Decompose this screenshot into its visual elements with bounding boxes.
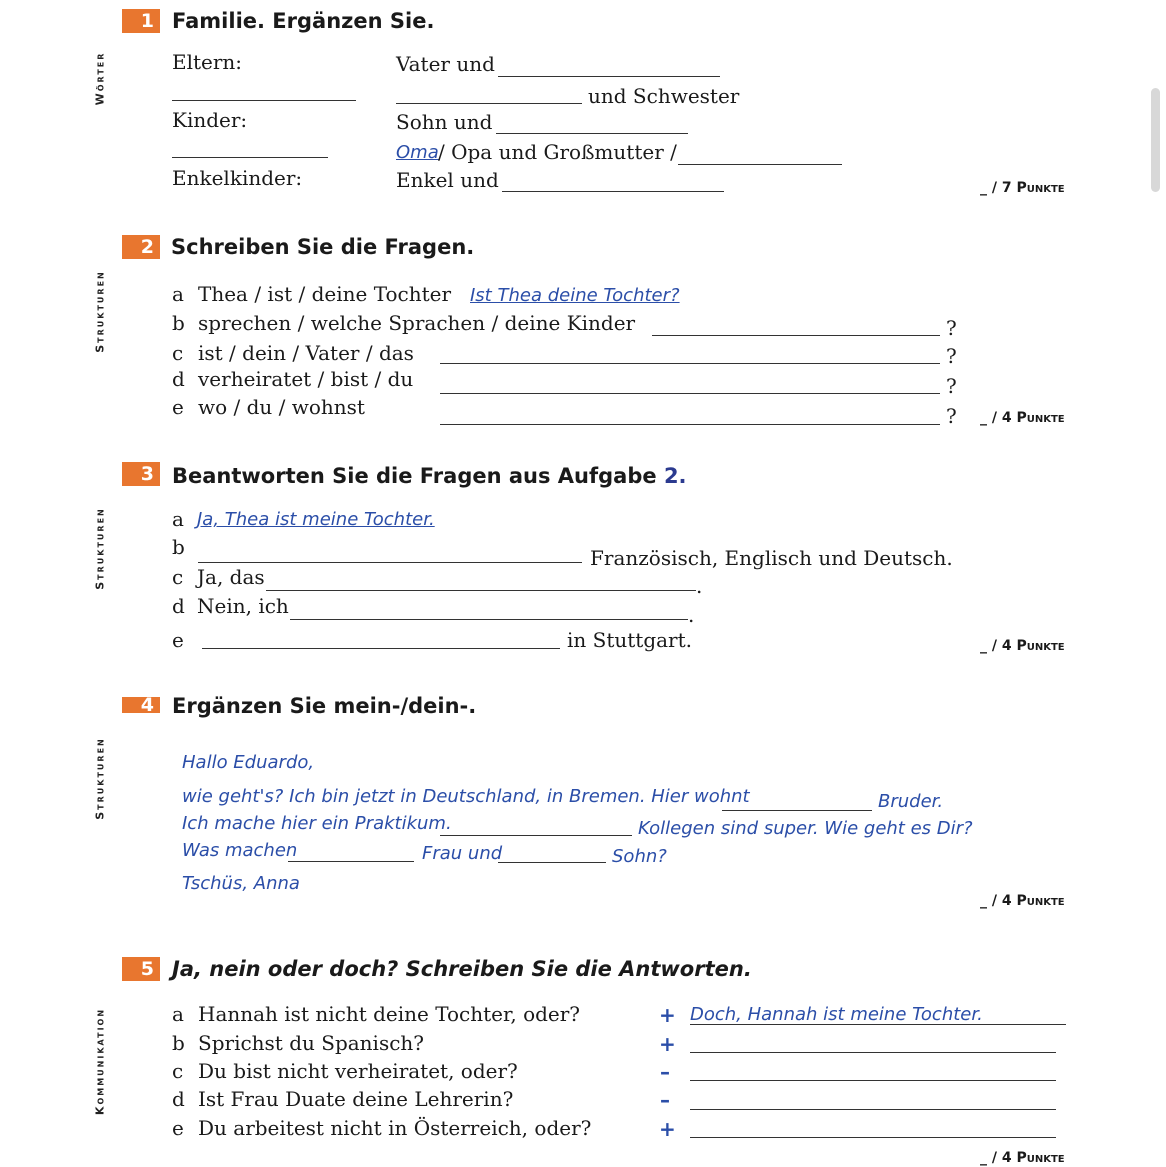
points-label: _ / 4 Punkte bbox=[980, 410, 1065, 426]
exercise-number: 5 bbox=[122, 957, 160, 981]
period: . bbox=[688, 603, 695, 627]
item-letter: e bbox=[172, 1116, 184, 1140]
exercise-number: 3 bbox=[122, 462, 160, 486]
item-prompt: ist / dein / Vater / das bbox=[198, 341, 414, 365]
points-label: _ / 4 Punkte bbox=[980, 1150, 1065, 1166]
exercise-title: Familie. Ergänzen Sie. bbox=[172, 9, 435, 33]
item-text: Ja, das bbox=[197, 565, 265, 589]
answer-blank[interactable] bbox=[496, 133, 688, 134]
exercise-title-text: Beantworten Sie die Fragen aus Aufgabe bbox=[172, 464, 657, 488]
question-mark: ? bbox=[946, 344, 957, 368]
item-letter: b bbox=[172, 311, 185, 335]
sign: – bbox=[660, 1060, 670, 1084]
text-sohn-und: Sohn und bbox=[396, 110, 493, 134]
sign: – bbox=[660, 1088, 670, 1112]
answer-blank[interactable] bbox=[440, 424, 940, 425]
exercise-reference: 2. bbox=[663, 464, 687, 488]
item-letter: c bbox=[172, 565, 184, 589]
item-letter: c bbox=[172, 1059, 184, 1083]
answer-blank[interactable] bbox=[440, 363, 940, 364]
question-mark: ? bbox=[946, 404, 957, 428]
answer-blank[interactable] bbox=[172, 100, 356, 101]
question-mark: ? bbox=[946, 374, 957, 398]
answer-blank[interactable] bbox=[290, 619, 688, 620]
scrollbar[interactable] bbox=[1151, 88, 1160, 192]
item-letter: d bbox=[172, 1087, 185, 1111]
label-eltern: Eltern: bbox=[172, 50, 243, 74]
item-prompt: wo / du / wohnst bbox=[198, 395, 365, 419]
answer-blank[interactable] bbox=[652, 335, 940, 336]
item-text: in Stuttgart. bbox=[567, 628, 693, 652]
text-und-schwester: und Schwester bbox=[588, 84, 740, 108]
exercise-number: 1 bbox=[122, 9, 160, 33]
answer-blank[interactable] bbox=[690, 1109, 1056, 1110]
item-question: Hannah ist nicht deine Tochter, oder? bbox=[198, 1002, 581, 1026]
item-letter: e bbox=[172, 395, 184, 419]
item-letter: a bbox=[172, 507, 184, 531]
letter-text: Bruder. bbox=[878, 791, 944, 812]
item-letter: e bbox=[172, 628, 184, 652]
exercise-title: Ergänzen Sie mein-/dein-. bbox=[172, 694, 477, 718]
item-text: Nein, ich bbox=[197, 594, 289, 618]
item-letter: d bbox=[172, 594, 185, 618]
item-question: Du arbeitest nicht in Österreich, oder? bbox=[198, 1116, 592, 1140]
item-question: Sprichst du Spanisch? bbox=[198, 1031, 425, 1055]
letter-line: wie geht's? Ich bin jetzt in Deutschland, in Bremen. Hier wohnt bbox=[182, 786, 750, 807]
side-label: Strukturen bbox=[93, 737, 107, 820]
text-enkel-und: Enkel und bbox=[396, 168, 499, 192]
label-enkelkinder: Enkelkinder: bbox=[172, 166, 303, 190]
letter-line: Ich mache hier ein Praktikum. bbox=[182, 813, 452, 834]
answer-blank[interactable] bbox=[198, 562, 582, 563]
exercise-title: Schreiben Sie die Fragen. bbox=[171, 235, 475, 259]
answer-blank[interactable] bbox=[690, 1137, 1056, 1138]
answer-blank[interactable] bbox=[690, 1052, 1056, 1053]
points-label: _ / 4 Punkte bbox=[980, 638, 1065, 654]
item-prompt: sprechen / welche Sprachen / deine Kinder bbox=[198, 311, 636, 335]
item-question: Ist Frau Duate deine Lehrerin? bbox=[198, 1087, 514, 1111]
letter-text: Kollegen sind super. Wie geht es Dir? bbox=[638, 818, 973, 839]
handwritten-answer: Ja, Thea ist meine Tochter. bbox=[197, 509, 435, 530]
item-letter: c bbox=[172, 341, 184, 365]
letter-line: Was machen bbox=[182, 840, 298, 861]
points-label: _ / 7 Punkte bbox=[980, 180, 1065, 196]
exercise-title bbox=[172, 464, 687, 488]
answer-blank[interactable] bbox=[498, 76, 720, 77]
handwritten-answer: Doch, Hannah ist meine Tochter. bbox=[690, 1004, 983, 1025]
item-letter: a bbox=[172, 282, 184, 306]
side-label: Strukturen bbox=[93, 507, 107, 590]
exercise-number: 2 bbox=[122, 235, 160, 259]
sign: + bbox=[659, 1032, 676, 1056]
handwritten-answer: Oma bbox=[396, 142, 439, 163]
points-label: _ / 4 Punkte bbox=[980, 893, 1065, 909]
answer-blank[interactable] bbox=[440, 835, 632, 836]
text-opa-grossmutter: / Opa und Großmutter / bbox=[438, 140, 677, 164]
letter-text: Sohn? bbox=[612, 846, 667, 867]
period: . bbox=[696, 574, 703, 598]
answer-blank[interactable] bbox=[678, 164, 842, 165]
exercise-number: 4 bbox=[122, 697, 160, 713]
letter-line: Tschüs, Anna bbox=[182, 873, 300, 894]
side-label: Strukturen bbox=[93, 270, 107, 353]
label-kinder: Kinder: bbox=[172, 108, 248, 132]
answer-blank[interactable] bbox=[202, 648, 560, 649]
answer-blank[interactable] bbox=[690, 1080, 1056, 1081]
answer-blank[interactable] bbox=[440, 393, 940, 394]
sign: + bbox=[659, 1003, 676, 1027]
answer-blank[interactable] bbox=[690, 1024, 1066, 1025]
answer-blank[interactable] bbox=[498, 862, 606, 863]
item-letter: b bbox=[172, 1031, 185, 1055]
answer-blank[interactable] bbox=[396, 103, 582, 104]
answer-blank[interactable] bbox=[722, 810, 872, 811]
side-label: Wörter bbox=[93, 51, 107, 106]
text-vater-und: Vater und bbox=[396, 52, 495, 76]
letter-text: Frau und bbox=[422, 843, 503, 864]
item-letter: b bbox=[172, 535, 185, 559]
question-mark: ? bbox=[946, 316, 957, 340]
answer-blank[interactable] bbox=[502, 191, 724, 192]
answer-blank[interactable] bbox=[266, 590, 696, 591]
handwritten-answer: Ist Thea deine Tochter? bbox=[470, 285, 680, 306]
item-prompt: Thea / ist / deine Tochter bbox=[198, 282, 452, 306]
item-prompt: verheiratet / bist / du bbox=[198, 367, 414, 391]
side-label: Kommunikation bbox=[93, 1007, 107, 1116]
item-letter: a bbox=[172, 1002, 184, 1026]
exercise-title: Ja, nein oder doch? Schreiben Sie die Antworten. bbox=[172, 957, 752, 981]
letter-line: Hallo Eduardo, bbox=[182, 752, 315, 773]
item-letter: d bbox=[172, 367, 185, 391]
item-text: Französisch, Englisch und Deutsch. bbox=[590, 546, 953, 570]
answer-blank[interactable] bbox=[288, 861, 414, 862]
item-question: Du bist nicht verheiratet, oder? bbox=[198, 1059, 518, 1083]
answer-blank[interactable] bbox=[172, 157, 328, 158]
sign: + bbox=[659, 1117, 676, 1141]
